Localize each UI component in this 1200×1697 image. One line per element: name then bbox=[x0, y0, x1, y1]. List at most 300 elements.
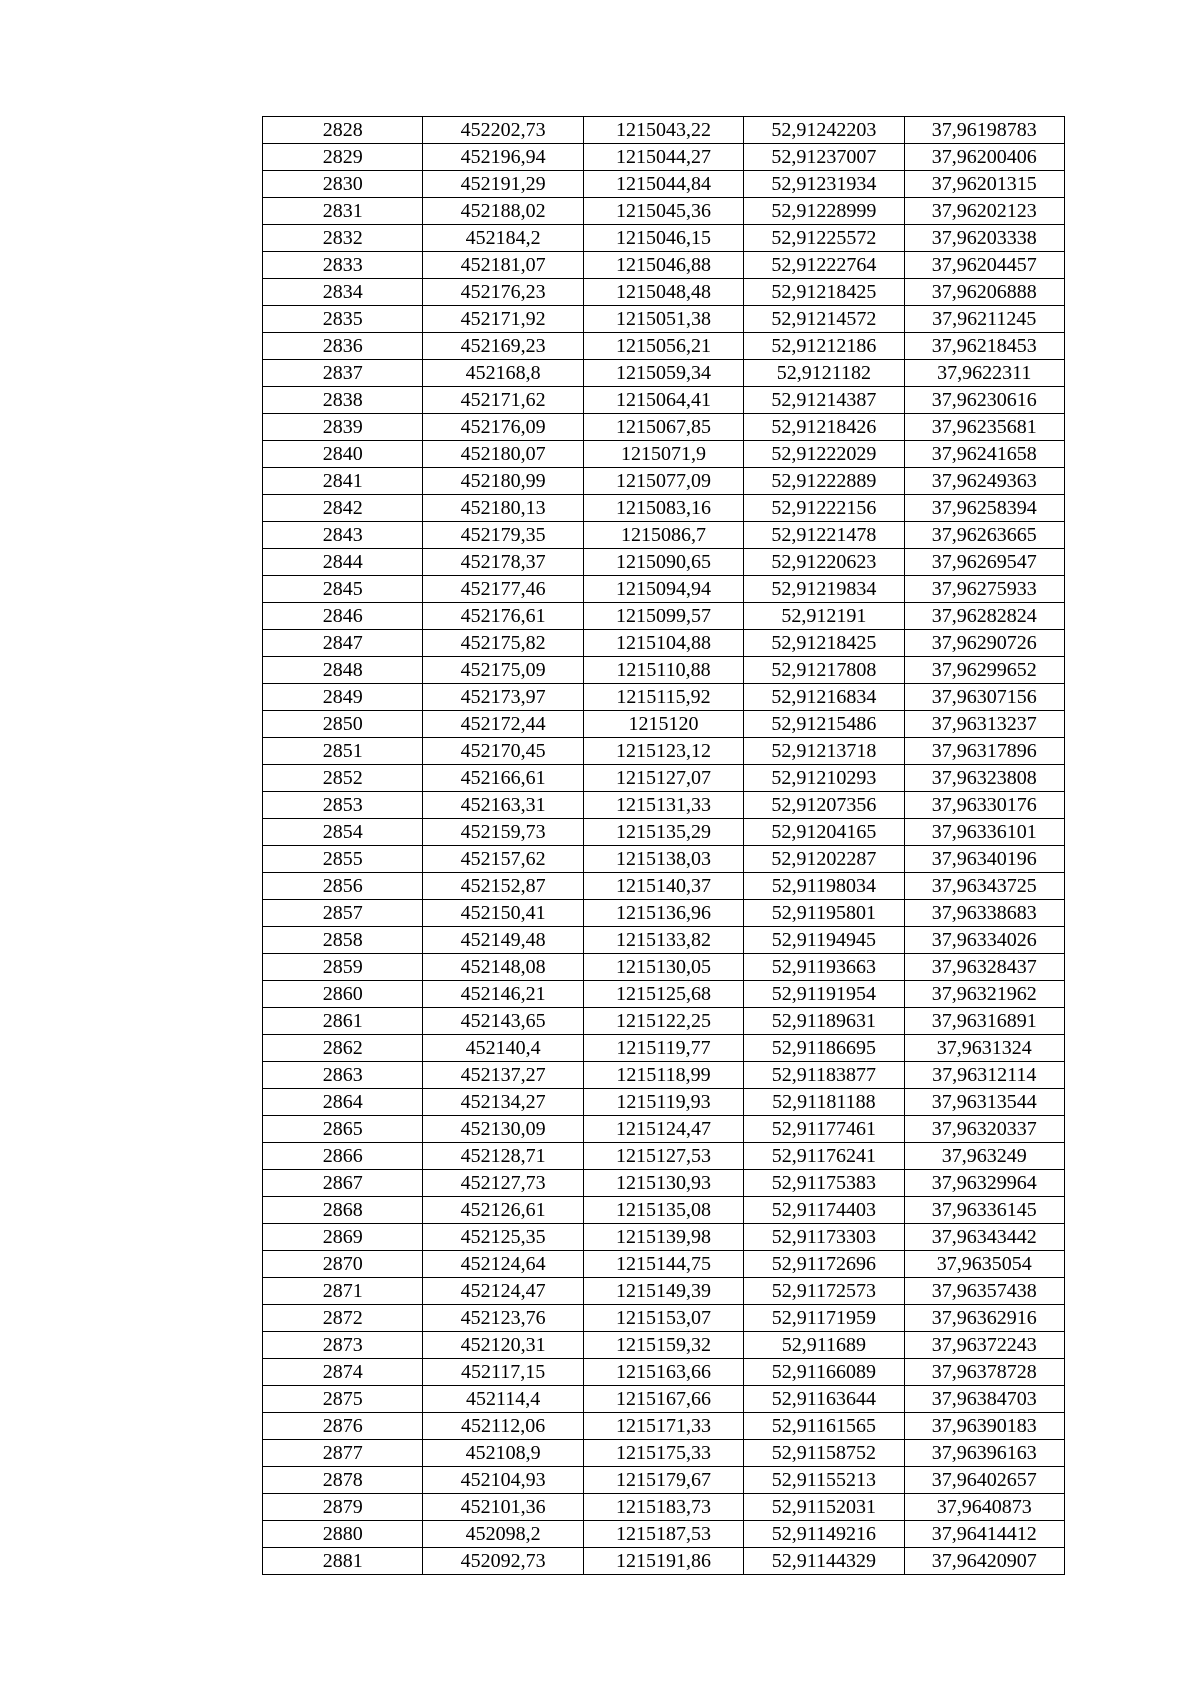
longitude-cell: 37,96204457 bbox=[904, 252, 1064, 279]
x-coordinate-cell: 452137,27 bbox=[423, 1062, 583, 1089]
y-coordinate-cell: 1215175,33 bbox=[583, 1440, 743, 1467]
latitude-cell: 52,911689 bbox=[744, 1332, 904, 1359]
y-coordinate-cell: 1215149,39 bbox=[583, 1278, 743, 1305]
latitude-cell: 52,91181188 bbox=[744, 1089, 904, 1116]
latitude-cell: 52,91214387 bbox=[744, 387, 904, 414]
latitude-cell: 52,91218425 bbox=[744, 279, 904, 306]
longitude-cell: 37,96357438 bbox=[904, 1278, 1064, 1305]
point-number-cell: 2871 bbox=[263, 1278, 423, 1305]
table-row bbox=[263, 1332, 1065, 1359]
point-number-cell: 2879 bbox=[263, 1494, 423, 1521]
longitude-cell: 37,96414412 bbox=[904, 1521, 1064, 1548]
x-coordinate-cell: 452163,31 bbox=[423, 792, 583, 819]
table-row bbox=[263, 441, 1065, 468]
table-row bbox=[263, 1197, 1065, 1224]
x-coordinate-cell: 452159,73 bbox=[423, 819, 583, 846]
longitude-cell: 37,96334026 bbox=[904, 927, 1064, 954]
x-coordinate-cell: 452148,08 bbox=[423, 954, 583, 981]
latitude-cell: 52,91222889 bbox=[744, 468, 904, 495]
x-coordinate-cell: 452175,09 bbox=[423, 657, 583, 684]
longitude-cell: 37,96329964 bbox=[904, 1170, 1064, 1197]
latitude-cell: 52,91215486 bbox=[744, 711, 904, 738]
y-coordinate-cell: 1215125,68 bbox=[583, 981, 743, 1008]
table-row bbox=[263, 684, 1065, 711]
longitude-cell: 37,96230616 bbox=[904, 387, 1064, 414]
x-coordinate-cell: 452101,36 bbox=[423, 1494, 583, 1521]
longitude-cell: 37,96198783 bbox=[904, 117, 1064, 144]
x-coordinate-cell: 452170,45 bbox=[423, 738, 583, 765]
table-row bbox=[263, 846, 1065, 873]
table-row bbox=[263, 144, 1065, 171]
longitude-cell: 37,96206888 bbox=[904, 279, 1064, 306]
y-coordinate-cell: 1215131,33 bbox=[583, 792, 743, 819]
point-number-cell: 2854 bbox=[263, 819, 423, 846]
table-row bbox=[263, 765, 1065, 792]
y-coordinate-cell: 1215140,37 bbox=[583, 873, 743, 900]
x-coordinate-cell: 452188,02 bbox=[423, 198, 583, 225]
latitude-cell: 52,91144329 bbox=[744, 1548, 904, 1575]
latitude-cell: 52,91217808 bbox=[744, 657, 904, 684]
longitude-cell: 37,96282824 bbox=[904, 603, 1064, 630]
table-row bbox=[263, 117, 1065, 144]
y-coordinate-cell: 1215191,86 bbox=[583, 1548, 743, 1575]
y-coordinate-cell: 1215179,67 bbox=[583, 1467, 743, 1494]
latitude-cell: 52,91191954 bbox=[744, 981, 904, 1008]
coordinates-table-body bbox=[263, 117, 1065, 1575]
point-number-cell: 2877 bbox=[263, 1440, 423, 1467]
y-coordinate-cell: 1215067,85 bbox=[583, 414, 743, 441]
table-row bbox=[263, 1062, 1065, 1089]
point-number-cell: 2860 bbox=[263, 981, 423, 1008]
coordinates-table bbox=[262, 116, 1065, 1575]
latitude-cell: 52,91171959 bbox=[744, 1305, 904, 1332]
table-row bbox=[263, 414, 1065, 441]
latitude-cell: 52,91222029 bbox=[744, 441, 904, 468]
table-row bbox=[263, 1089, 1065, 1116]
latitude-cell: 52,91210293 bbox=[744, 765, 904, 792]
point-number-cell: 2841 bbox=[263, 468, 423, 495]
longitude-cell: 37,96328437 bbox=[904, 954, 1064, 981]
point-number-cell: 2861 bbox=[263, 1008, 423, 1035]
table-row bbox=[263, 927, 1065, 954]
longitude-cell: 37,96202123 bbox=[904, 198, 1064, 225]
longitude-cell: 37,96343725 bbox=[904, 873, 1064, 900]
y-coordinate-cell: 1215046,15 bbox=[583, 225, 743, 252]
table-row bbox=[263, 387, 1065, 414]
latitude-cell: 52,91198034 bbox=[744, 873, 904, 900]
x-coordinate-cell: 452177,46 bbox=[423, 576, 583, 603]
x-coordinate-cell: 452134,27 bbox=[423, 1089, 583, 1116]
table-row bbox=[263, 819, 1065, 846]
y-coordinate-cell: 1215086,7 bbox=[583, 522, 743, 549]
longitude-cell: 37,96249363 bbox=[904, 468, 1064, 495]
latitude-cell: 52,91237007 bbox=[744, 144, 904, 171]
y-coordinate-cell: 1215135,08 bbox=[583, 1197, 743, 1224]
latitude-cell: 52,91155213 bbox=[744, 1467, 904, 1494]
point-number-cell: 2872 bbox=[263, 1305, 423, 1332]
y-coordinate-cell: 1215163,66 bbox=[583, 1359, 743, 1386]
y-coordinate-cell: 1215044,84 bbox=[583, 171, 743, 198]
table-row bbox=[263, 279, 1065, 306]
y-coordinate-cell: 1215104,88 bbox=[583, 630, 743, 657]
latitude-cell: 52,91189631 bbox=[744, 1008, 904, 1035]
x-coordinate-cell: 452117,15 bbox=[423, 1359, 583, 1386]
table-row bbox=[263, 630, 1065, 657]
y-coordinate-cell: 1215048,48 bbox=[583, 279, 743, 306]
point-number-cell: 2836 bbox=[263, 333, 423, 360]
longitude-cell: 37,96378728 bbox=[904, 1359, 1064, 1386]
point-number-cell: 2853 bbox=[263, 792, 423, 819]
point-number-cell: 2856 bbox=[263, 873, 423, 900]
table-row bbox=[263, 738, 1065, 765]
y-coordinate-cell: 1215130,93 bbox=[583, 1170, 743, 1197]
y-coordinate-cell: 1215045,36 bbox=[583, 198, 743, 225]
x-coordinate-cell: 452092,73 bbox=[423, 1548, 583, 1575]
y-coordinate-cell: 1215133,82 bbox=[583, 927, 743, 954]
y-coordinate-cell: 1215167,66 bbox=[583, 1386, 743, 1413]
latitude-cell: 52,91221478 bbox=[744, 522, 904, 549]
latitude-cell: 52,91218425 bbox=[744, 630, 904, 657]
y-coordinate-cell: 1215064,41 bbox=[583, 387, 743, 414]
y-coordinate-cell: 1215159,32 bbox=[583, 1332, 743, 1359]
y-coordinate-cell: 1215187,53 bbox=[583, 1521, 743, 1548]
longitude-cell: 37,96340196 bbox=[904, 846, 1064, 873]
latitude-cell: 52,91152031 bbox=[744, 1494, 904, 1521]
x-coordinate-cell: 452176,23 bbox=[423, 279, 583, 306]
x-coordinate-cell: 452140,4 bbox=[423, 1035, 583, 1062]
latitude-cell: 52,91222764 bbox=[744, 252, 904, 279]
point-number-cell: 2880 bbox=[263, 1521, 423, 1548]
table-row bbox=[263, 306, 1065, 333]
point-number-cell: 2834 bbox=[263, 279, 423, 306]
table-row bbox=[263, 333, 1065, 360]
latitude-cell: 52,91183877 bbox=[744, 1062, 904, 1089]
y-coordinate-cell: 1215127,53 bbox=[583, 1143, 743, 1170]
y-coordinate-cell: 1215153,07 bbox=[583, 1305, 743, 1332]
point-number-cell: 2833 bbox=[263, 252, 423, 279]
point-number-cell: 2878 bbox=[263, 1467, 423, 1494]
x-coordinate-cell: 452180,07 bbox=[423, 441, 583, 468]
x-coordinate-cell: 452172,44 bbox=[423, 711, 583, 738]
table-row bbox=[263, 225, 1065, 252]
longitude-cell: 37,96396163 bbox=[904, 1440, 1064, 1467]
longitude-cell: 37,9640873 bbox=[904, 1494, 1064, 1521]
latitude-cell: 52,91207356 bbox=[744, 792, 904, 819]
table-row bbox=[263, 1467, 1065, 1494]
x-coordinate-cell: 452178,37 bbox=[423, 549, 583, 576]
longitude-cell: 37,9631324 bbox=[904, 1035, 1064, 1062]
x-coordinate-cell: 452181,07 bbox=[423, 252, 583, 279]
table-row bbox=[263, 522, 1065, 549]
table-row bbox=[263, 495, 1065, 522]
latitude-cell: 52,91186695 bbox=[744, 1035, 904, 1062]
x-coordinate-cell: 452127,73 bbox=[423, 1170, 583, 1197]
table-row bbox=[263, 981, 1065, 1008]
longitude-cell: 37,96362916 bbox=[904, 1305, 1064, 1332]
longitude-cell: 37,96312114 bbox=[904, 1062, 1064, 1089]
longitude-cell: 37,96235681 bbox=[904, 414, 1064, 441]
longitude-cell: 37,9635054 bbox=[904, 1251, 1064, 1278]
point-number-cell: 2837 bbox=[263, 360, 423, 387]
table-row bbox=[263, 1413, 1065, 1440]
x-coordinate-cell: 452176,09 bbox=[423, 414, 583, 441]
longitude-cell: 37,96316891 bbox=[904, 1008, 1064, 1035]
longitude-cell: 37,96317896 bbox=[904, 738, 1064, 765]
table-row bbox=[263, 1008, 1065, 1035]
y-coordinate-cell: 1215118,99 bbox=[583, 1062, 743, 1089]
x-coordinate-cell: 452171,62 bbox=[423, 387, 583, 414]
point-number-cell: 2830 bbox=[263, 171, 423, 198]
point-number-cell: 2867 bbox=[263, 1170, 423, 1197]
point-number-cell: 2829 bbox=[263, 144, 423, 171]
point-number-cell: 2846 bbox=[263, 603, 423, 630]
longitude-cell: 37,96384703 bbox=[904, 1386, 1064, 1413]
table-row bbox=[263, 252, 1065, 279]
x-coordinate-cell: 452143,65 bbox=[423, 1008, 583, 1035]
latitude-cell: 52,91158752 bbox=[744, 1440, 904, 1467]
x-coordinate-cell: 452157,62 bbox=[423, 846, 583, 873]
longitude-cell: 37,96402657 bbox=[904, 1467, 1064, 1494]
longitude-cell: 37,96299652 bbox=[904, 657, 1064, 684]
x-coordinate-cell: 452125,35 bbox=[423, 1224, 583, 1251]
x-coordinate-cell: 452202,73 bbox=[423, 117, 583, 144]
longitude-cell: 37,96241658 bbox=[904, 441, 1064, 468]
y-coordinate-cell: 1215122,25 bbox=[583, 1008, 743, 1035]
x-coordinate-cell: 452124,47 bbox=[423, 1278, 583, 1305]
x-coordinate-cell: 452123,76 bbox=[423, 1305, 583, 1332]
x-coordinate-cell: 452180,13 bbox=[423, 495, 583, 522]
y-coordinate-cell: 1215083,16 bbox=[583, 495, 743, 522]
longitude-cell: 37,96372243 bbox=[904, 1332, 1064, 1359]
y-coordinate-cell: 1215094,94 bbox=[583, 576, 743, 603]
latitude-cell: 52,91195801 bbox=[744, 900, 904, 927]
y-coordinate-cell: 1215119,77 bbox=[583, 1035, 743, 1062]
point-number-cell: 2863 bbox=[263, 1062, 423, 1089]
latitude-cell: 52,91204165 bbox=[744, 819, 904, 846]
x-coordinate-cell: 452168,8 bbox=[423, 360, 583, 387]
longitude-cell: 37,96313544 bbox=[904, 1089, 1064, 1116]
latitude-cell: 52,91220623 bbox=[744, 549, 904, 576]
y-coordinate-cell: 1215138,03 bbox=[583, 846, 743, 873]
latitude-cell: 52,91222156 bbox=[744, 495, 904, 522]
point-number-cell: 2869 bbox=[263, 1224, 423, 1251]
latitude-cell: 52,91216834 bbox=[744, 684, 904, 711]
latitude-cell: 52,91225572 bbox=[744, 225, 904, 252]
point-number-cell: 2874 bbox=[263, 1359, 423, 1386]
table-row bbox=[263, 954, 1065, 981]
point-number-cell: 2849 bbox=[263, 684, 423, 711]
point-number-cell: 2851 bbox=[263, 738, 423, 765]
y-coordinate-cell: 1215183,73 bbox=[583, 1494, 743, 1521]
point-number-cell: 2875 bbox=[263, 1386, 423, 1413]
point-number-cell: 2862 bbox=[263, 1035, 423, 1062]
latitude-cell: 52,91214572 bbox=[744, 306, 904, 333]
x-coordinate-cell: 452179,35 bbox=[423, 522, 583, 549]
x-coordinate-cell: 452130,09 bbox=[423, 1116, 583, 1143]
longitude-cell: 37,96203338 bbox=[904, 225, 1064, 252]
x-coordinate-cell: 452152,87 bbox=[423, 873, 583, 900]
x-coordinate-cell: 452124,64 bbox=[423, 1251, 583, 1278]
point-number-cell: 2831 bbox=[263, 198, 423, 225]
longitude-cell: 37,96269547 bbox=[904, 549, 1064, 576]
table-row bbox=[263, 171, 1065, 198]
y-coordinate-cell: 1215071,9 bbox=[583, 441, 743, 468]
y-coordinate-cell: 1215135,29 bbox=[583, 819, 743, 846]
x-coordinate-cell: 452126,61 bbox=[423, 1197, 583, 1224]
longitude-cell: 37,96275933 bbox=[904, 576, 1064, 603]
latitude-cell: 52,91219834 bbox=[744, 576, 904, 603]
x-coordinate-cell: 452108,9 bbox=[423, 1440, 583, 1467]
y-coordinate-cell: 1215090,65 bbox=[583, 549, 743, 576]
y-coordinate-cell: 1215046,88 bbox=[583, 252, 743, 279]
x-coordinate-cell: 452180,99 bbox=[423, 468, 583, 495]
table-row bbox=[263, 1143, 1065, 1170]
x-coordinate-cell: 452114,4 bbox=[423, 1386, 583, 1413]
point-number-cell: 2850 bbox=[263, 711, 423, 738]
y-coordinate-cell: 1215130,05 bbox=[583, 954, 743, 981]
point-number-cell: 2848 bbox=[263, 657, 423, 684]
x-coordinate-cell: 452112,06 bbox=[423, 1413, 583, 1440]
longitude-cell: 37,96201315 bbox=[904, 171, 1064, 198]
point-number-cell: 2876 bbox=[263, 1413, 423, 1440]
longitude-cell: 37,96336101 bbox=[904, 819, 1064, 846]
table-row bbox=[263, 576, 1065, 603]
table-row bbox=[263, 1440, 1065, 1467]
y-coordinate-cell: 1215077,09 bbox=[583, 468, 743, 495]
table-row bbox=[263, 1305, 1065, 1332]
x-coordinate-cell: 452173,97 bbox=[423, 684, 583, 711]
latitude-cell: 52,91202287 bbox=[744, 846, 904, 873]
longitude-cell: 37,96343442 bbox=[904, 1224, 1064, 1251]
table-row bbox=[263, 900, 1065, 927]
latitude-cell: 52,91218426 bbox=[744, 414, 904, 441]
x-coordinate-cell: 452149,48 bbox=[423, 927, 583, 954]
point-number-cell: 2859 bbox=[263, 954, 423, 981]
latitude-cell: 52,91228999 bbox=[744, 198, 904, 225]
table-row bbox=[263, 1116, 1065, 1143]
x-coordinate-cell: 452104,93 bbox=[423, 1467, 583, 1494]
point-number-cell: 2832 bbox=[263, 225, 423, 252]
y-coordinate-cell: 1215127,07 bbox=[583, 765, 743, 792]
point-number-cell: 2866 bbox=[263, 1143, 423, 1170]
x-coordinate-cell: 452175,82 bbox=[423, 630, 583, 657]
point-number-cell: 2855 bbox=[263, 846, 423, 873]
point-number-cell: 2840 bbox=[263, 441, 423, 468]
longitude-cell: 37,96258394 bbox=[904, 495, 1064, 522]
longitude-cell: 37,96390183 bbox=[904, 1413, 1064, 1440]
point-number-cell: 2881 bbox=[263, 1548, 423, 1575]
longitude-cell: 37,96307156 bbox=[904, 684, 1064, 711]
table-row bbox=[263, 1359, 1065, 1386]
x-coordinate-cell: 452196,94 bbox=[423, 144, 583, 171]
longitude-cell: 37,96321962 bbox=[904, 981, 1064, 1008]
y-coordinate-cell: 1215119,93 bbox=[583, 1089, 743, 1116]
table-row bbox=[263, 1170, 1065, 1197]
latitude-cell: 52,91176241 bbox=[744, 1143, 904, 1170]
table-row bbox=[263, 603, 1065, 630]
latitude-cell: 52,91172573 bbox=[744, 1278, 904, 1305]
point-number-cell: 2843 bbox=[263, 522, 423, 549]
y-coordinate-cell: 1215056,21 bbox=[583, 333, 743, 360]
latitude-cell: 52,91194945 bbox=[744, 927, 904, 954]
point-number-cell: 2828 bbox=[263, 117, 423, 144]
point-number-cell: 2858 bbox=[263, 927, 423, 954]
y-coordinate-cell: 1215136,96 bbox=[583, 900, 743, 927]
point-number-cell: 2838 bbox=[263, 387, 423, 414]
point-number-cell: 2868 bbox=[263, 1197, 423, 1224]
longitude-cell: 37,9622311 bbox=[904, 360, 1064, 387]
latitude-cell: 52,91166089 bbox=[744, 1359, 904, 1386]
table-row bbox=[263, 657, 1065, 684]
latitude-cell: 52,912191 bbox=[744, 603, 904, 630]
table-row bbox=[263, 1386, 1065, 1413]
point-number-cell: 2844 bbox=[263, 549, 423, 576]
latitude-cell: 52,91175383 bbox=[744, 1170, 904, 1197]
point-number-cell: 2864 bbox=[263, 1089, 423, 1116]
table-row bbox=[263, 1494, 1065, 1521]
point-number-cell: 2857 bbox=[263, 900, 423, 927]
longitude-cell: 37,96420907 bbox=[904, 1548, 1064, 1575]
latitude-cell: 52,91212186 bbox=[744, 333, 904, 360]
latitude-cell: 52,91174403 bbox=[744, 1197, 904, 1224]
y-coordinate-cell: 1215051,38 bbox=[583, 306, 743, 333]
longitude-cell: 37,96323808 bbox=[904, 765, 1064, 792]
x-coordinate-cell: 452098,2 bbox=[423, 1521, 583, 1548]
latitude-cell: 52,91163644 bbox=[744, 1386, 904, 1413]
x-coordinate-cell: 452146,21 bbox=[423, 981, 583, 1008]
latitude-cell: 52,91231934 bbox=[744, 171, 904, 198]
x-coordinate-cell: 452176,61 bbox=[423, 603, 583, 630]
y-coordinate-cell: 1215139,98 bbox=[583, 1224, 743, 1251]
y-coordinate-cell: 1215120 bbox=[583, 711, 743, 738]
longitude-cell: 37,96330176 bbox=[904, 792, 1064, 819]
x-coordinate-cell: 452184,2 bbox=[423, 225, 583, 252]
y-coordinate-cell: 1215115,92 bbox=[583, 684, 743, 711]
point-number-cell: 2870 bbox=[263, 1251, 423, 1278]
latitude-cell: 52,91172696 bbox=[744, 1251, 904, 1278]
point-number-cell: 2865 bbox=[263, 1116, 423, 1143]
table-row bbox=[263, 792, 1065, 819]
point-number-cell: 2852 bbox=[263, 765, 423, 792]
longitude-cell: 37,96200406 bbox=[904, 144, 1064, 171]
y-coordinate-cell: 1215044,27 bbox=[583, 144, 743, 171]
table-row bbox=[263, 549, 1065, 576]
y-coordinate-cell: 1215123,12 bbox=[583, 738, 743, 765]
x-coordinate-cell: 452128,71 bbox=[423, 1143, 583, 1170]
longitude-cell: 37,96263665 bbox=[904, 522, 1064, 549]
y-coordinate-cell: 1215144,75 bbox=[583, 1251, 743, 1278]
y-coordinate-cell: 1215124,47 bbox=[583, 1116, 743, 1143]
x-coordinate-cell: 452191,29 bbox=[423, 171, 583, 198]
table-row bbox=[263, 1548, 1065, 1575]
latitude-cell: 52,91193663 bbox=[744, 954, 904, 981]
point-number-cell: 2873 bbox=[263, 1332, 423, 1359]
x-coordinate-cell: 452169,23 bbox=[423, 333, 583, 360]
table-row bbox=[263, 1251, 1065, 1278]
y-coordinate-cell: 1215059,34 bbox=[583, 360, 743, 387]
longitude-cell: 37,96218453 bbox=[904, 333, 1064, 360]
table-row bbox=[263, 1278, 1065, 1305]
table-row bbox=[263, 711, 1065, 738]
latitude-cell: 52,91161565 bbox=[744, 1413, 904, 1440]
latitude-cell: 52,91149216 bbox=[744, 1521, 904, 1548]
y-coordinate-cell: 1215171,33 bbox=[583, 1413, 743, 1440]
x-coordinate-cell: 452120,31 bbox=[423, 1332, 583, 1359]
longitude-cell: 37,963249 bbox=[904, 1143, 1064, 1170]
longitude-cell: 37,96290726 bbox=[904, 630, 1064, 657]
point-number-cell: 2845 bbox=[263, 576, 423, 603]
table-row bbox=[263, 1521, 1065, 1548]
